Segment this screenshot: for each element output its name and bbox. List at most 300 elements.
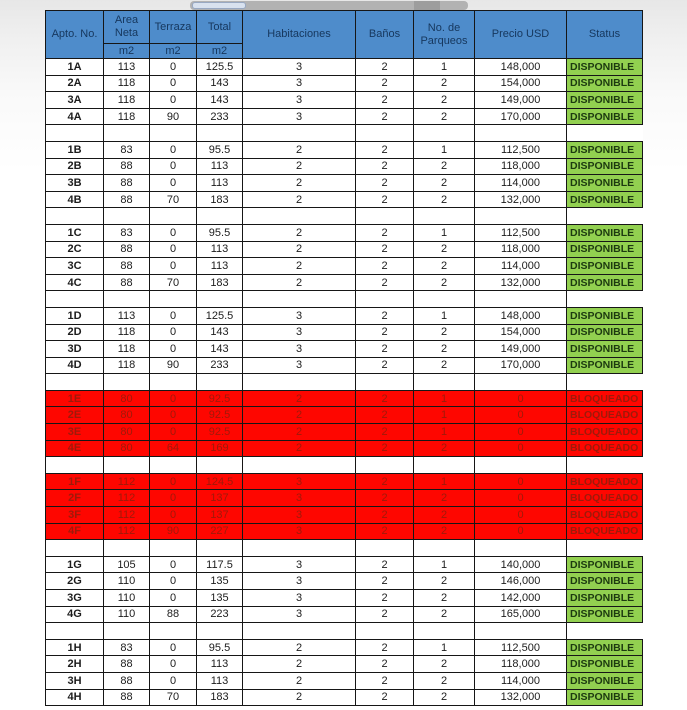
apto-cell[interactable]: 3H bbox=[46, 672, 104, 689]
total-cell[interactable]: 137 bbox=[197, 490, 243, 507]
terraza-cell[interactable]: 0 bbox=[150, 473, 197, 490]
terraza-cell[interactable]: 0 bbox=[150, 341, 197, 358]
spacer-cell[interactable] bbox=[104, 291, 150, 308]
col-header-habitaciones[interactable]: Habitaciones bbox=[243, 11, 356, 59]
total-cell[interactable]: 113 bbox=[197, 175, 243, 192]
parqueos-cell[interactable]: 2 bbox=[414, 357, 475, 374]
spacer-cell[interactable] bbox=[46, 623, 104, 640]
habitaciones-cell[interactable]: 2 bbox=[243, 224, 356, 241]
apto-cell[interactable]: 3D bbox=[46, 341, 104, 358]
spacer-cell[interactable] bbox=[197, 540, 243, 557]
parqueos-cell[interactable]: 2 bbox=[414, 689, 475, 706]
precio-cell[interactable]: 0 bbox=[475, 490, 567, 507]
area-neta-cell[interactable]: 88 bbox=[104, 689, 150, 706]
terraza-cell[interactable]: 0 bbox=[150, 490, 197, 507]
parqueos-cell[interactable]: 2 bbox=[414, 108, 475, 125]
terraza-cell[interactable]: 90 bbox=[150, 108, 197, 125]
spacer-cell[interactable] bbox=[243, 457, 356, 474]
habitaciones-cell[interactable]: 2 bbox=[243, 258, 356, 275]
spacer-cell[interactable] bbox=[104, 623, 150, 640]
parqueos-cell[interactable]: 2 bbox=[414, 573, 475, 590]
terraza-cell[interactable]: 70 bbox=[150, 689, 197, 706]
terraza-cell[interactable]: 0 bbox=[150, 224, 197, 241]
terraza-cell[interactable]: 0 bbox=[150, 141, 197, 158]
total-cell[interactable]: 95.5 bbox=[197, 224, 243, 241]
spacer-cell[interactable] bbox=[356, 291, 414, 308]
terraza-cell[interactable]: 0 bbox=[150, 424, 197, 441]
precio-cell[interactable]: 118,000 bbox=[475, 158, 567, 175]
area-neta-cell[interactable]: 112 bbox=[104, 490, 150, 507]
parqueos-cell[interactable]: 2 bbox=[414, 175, 475, 192]
status-cell[interactable]: DISPONIBLE bbox=[567, 307, 643, 324]
spacer-cell[interactable] bbox=[197, 125, 243, 142]
parqueos-cell[interactable]: 1 bbox=[414, 307, 475, 324]
terraza-cell[interactable]: 70 bbox=[150, 274, 197, 291]
habitaciones-cell[interactable]: 3 bbox=[243, 573, 356, 590]
habitaciones-cell[interactable]: 2 bbox=[243, 241, 356, 258]
spacer-cell[interactable] bbox=[356, 540, 414, 557]
parqueos-cell[interactable]: 2 bbox=[414, 606, 475, 623]
spacer-status-cell[interactable] bbox=[567, 374, 643, 391]
spacer-cell[interactable] bbox=[475, 623, 567, 640]
total-cell[interactable]: 117.5 bbox=[197, 556, 243, 573]
spacer-cell[interactable] bbox=[197, 457, 243, 474]
apto-cell[interactable]: 1D bbox=[46, 307, 104, 324]
apto-cell[interactable]: 4E bbox=[46, 440, 104, 457]
precio-cell[interactable]: 148,000 bbox=[475, 307, 567, 324]
apto-cell[interactable]: 4G bbox=[46, 606, 104, 623]
banos-cell[interactable]: 2 bbox=[356, 424, 414, 441]
parqueos-cell[interactable]: 2 bbox=[414, 75, 475, 92]
total-cell[interactable]: 113 bbox=[197, 258, 243, 275]
precio-cell[interactable]: 0 bbox=[475, 440, 567, 457]
spacer-cell[interactable] bbox=[243, 291, 356, 308]
area-neta-cell[interactable]: 112 bbox=[104, 523, 150, 540]
status-cell[interactable]: DISPONIBLE bbox=[567, 357, 643, 374]
apto-cell[interactable]: 3G bbox=[46, 590, 104, 607]
habitaciones-cell[interactable]: 3 bbox=[243, 92, 356, 109]
spacer-cell[interactable] bbox=[414, 208, 475, 225]
precio-cell[interactable]: 0 bbox=[475, 424, 567, 441]
spacer-cell[interactable] bbox=[46, 125, 104, 142]
status-cell[interactable]: DISPONIBLE bbox=[567, 175, 643, 192]
area-neta-cell[interactable]: 112 bbox=[104, 507, 150, 524]
banos-cell[interactable]: 2 bbox=[356, 507, 414, 524]
status-cell[interactable]: DISPONIBLE bbox=[567, 639, 643, 656]
terraza-cell[interactable]: 0 bbox=[150, 75, 197, 92]
area-neta-cell[interactable]: 88 bbox=[104, 191, 150, 208]
banos-cell[interactable]: 2 bbox=[356, 556, 414, 573]
terraza-cell[interactable]: 0 bbox=[150, 556, 197, 573]
precio-cell[interactable]: 0 bbox=[475, 507, 567, 524]
banos-cell[interactable]: 2 bbox=[356, 258, 414, 275]
status-cell[interactable]: DISPONIBLE bbox=[567, 108, 643, 125]
spacer-cell[interactable] bbox=[475, 374, 567, 391]
terraza-cell[interactable]: 90 bbox=[150, 523, 197, 540]
total-cell[interactable]: 95.5 bbox=[197, 639, 243, 656]
area-neta-cell[interactable]: 83 bbox=[104, 141, 150, 158]
banos-cell[interactable]: 2 bbox=[356, 440, 414, 457]
status-cell[interactable]: BLOQUEADO bbox=[567, 424, 643, 441]
spacer-status-cell[interactable] bbox=[567, 125, 643, 142]
spacer-cell[interactable] bbox=[150, 623, 197, 640]
precio-cell[interactable]: 148,000 bbox=[475, 59, 567, 76]
area-neta-cell[interactable]: 88 bbox=[104, 258, 150, 275]
spacer-cell[interactable] bbox=[104, 540, 150, 557]
parqueos-cell[interactable]: 2 bbox=[414, 92, 475, 109]
terraza-cell[interactable]: 90 bbox=[150, 357, 197, 374]
spacer-cell[interactable] bbox=[475, 125, 567, 142]
spacer-cell[interactable] bbox=[46, 457, 104, 474]
banos-cell[interactable]: 2 bbox=[356, 390, 414, 407]
area-neta-cell[interactable]: 113 bbox=[104, 59, 150, 76]
banos-cell[interactable]: 2 bbox=[356, 92, 414, 109]
terraza-cell[interactable]: 0 bbox=[150, 390, 197, 407]
habitaciones-cell[interactable]: 3 bbox=[243, 590, 356, 607]
habitaciones-cell[interactable]: 2 bbox=[243, 158, 356, 175]
area-neta-cell[interactable]: 118 bbox=[104, 357, 150, 374]
terraza-cell[interactable]: 0 bbox=[150, 639, 197, 656]
status-cell[interactable]: DISPONIBLE bbox=[567, 258, 643, 275]
col-header-area-neta[interactable]: Area Neta bbox=[104, 11, 150, 44]
banos-cell[interactable]: 2 bbox=[356, 324, 414, 341]
total-cell[interactable]: 92.5 bbox=[197, 390, 243, 407]
precio-cell[interactable]: 0 bbox=[475, 523, 567, 540]
precio-cell[interactable]: 170,000 bbox=[475, 357, 567, 374]
status-cell[interactable]: DISPONIBLE bbox=[567, 341, 643, 358]
status-cell[interactable]: DISPONIBLE bbox=[567, 573, 643, 590]
habitaciones-cell[interactable]: 2 bbox=[243, 175, 356, 192]
precio-cell[interactable]: 165,000 bbox=[475, 606, 567, 623]
spacer-cell[interactable] bbox=[414, 374, 475, 391]
apto-cell[interactable]: 3A bbox=[46, 92, 104, 109]
area-neta-cell[interactable]: 80 bbox=[104, 424, 150, 441]
parqueos-cell[interactable]: 1 bbox=[414, 639, 475, 656]
banos-cell[interactable]: 2 bbox=[356, 490, 414, 507]
total-cell[interactable]: 125.5 bbox=[197, 59, 243, 76]
total-cell[interactable]: 92.5 bbox=[197, 424, 243, 441]
status-cell[interactable]: DISPONIBLE bbox=[567, 224, 643, 241]
apto-cell[interactable]: 3B bbox=[46, 175, 104, 192]
total-cell[interactable]: 183 bbox=[197, 274, 243, 291]
apto-cell[interactable]: 3F bbox=[46, 507, 104, 524]
parqueos-cell[interactable]: 2 bbox=[414, 672, 475, 689]
parqueos-cell[interactable]: 2 bbox=[414, 440, 475, 457]
apto-cell[interactable]: 2D bbox=[46, 324, 104, 341]
apto-cell[interactable]: 2H bbox=[46, 656, 104, 673]
habitaciones-cell[interactable]: 3 bbox=[243, 357, 356, 374]
habitaciones-cell[interactable]: 3 bbox=[243, 108, 356, 125]
habitaciones-cell[interactable]: 3 bbox=[243, 75, 356, 92]
banos-cell[interactable]: 2 bbox=[356, 158, 414, 175]
precio-cell[interactable]: 112,500 bbox=[475, 224, 567, 241]
spacer-cell[interactable] bbox=[356, 457, 414, 474]
precio-cell[interactable]: 114,000 bbox=[475, 672, 567, 689]
precio-cell[interactable]: 0 bbox=[475, 407, 567, 424]
spacer-cell[interactable] bbox=[150, 540, 197, 557]
col-header-terraza[interactable]: Terraza bbox=[150, 11, 197, 44]
spacer-cell[interactable] bbox=[356, 623, 414, 640]
spacer-cell[interactable] bbox=[150, 208, 197, 225]
area-neta-cell[interactable]: 88 bbox=[104, 158, 150, 175]
habitaciones-cell[interactable]: 3 bbox=[243, 473, 356, 490]
area-neta-cell[interactable]: 80 bbox=[104, 440, 150, 457]
habitaciones-cell[interactable]: 2 bbox=[243, 440, 356, 457]
total-cell[interactable]: 227 bbox=[197, 523, 243, 540]
parqueos-cell[interactable]: 2 bbox=[414, 191, 475, 208]
status-cell[interactable]: DISPONIBLE bbox=[567, 59, 643, 76]
total-cell[interactable]: 143 bbox=[197, 324, 243, 341]
banos-cell[interactable]: 2 bbox=[356, 241, 414, 258]
status-cell[interactable]: BLOQUEADO bbox=[567, 407, 643, 424]
apto-cell[interactable]: 1F bbox=[46, 473, 104, 490]
total-cell[interactable]: 92.5 bbox=[197, 407, 243, 424]
terraza-cell[interactable]: 70 bbox=[150, 191, 197, 208]
habitaciones-cell[interactable]: 2 bbox=[243, 274, 356, 291]
terraza-cell[interactable]: 0 bbox=[150, 672, 197, 689]
parqueos-cell[interactable]: 1 bbox=[414, 59, 475, 76]
spacer-cell[interactable] bbox=[414, 457, 475, 474]
spacer-cell[interactable] bbox=[46, 374, 104, 391]
banos-cell[interactable]: 2 bbox=[356, 656, 414, 673]
terraza-cell[interactable]: 0 bbox=[150, 507, 197, 524]
banos-cell[interactable]: 2 bbox=[356, 175, 414, 192]
area-neta-cell[interactable]: 110 bbox=[104, 573, 150, 590]
area-neta-cell[interactable]: 88 bbox=[104, 241, 150, 258]
apto-cell[interactable]: 2C bbox=[46, 241, 104, 258]
area-neta-cell[interactable]: 88 bbox=[104, 175, 150, 192]
total-cell[interactable]: 135 bbox=[197, 573, 243, 590]
precio-cell[interactable]: 114,000 bbox=[475, 258, 567, 275]
status-cell[interactable]: DISPONIBLE bbox=[567, 191, 643, 208]
area-neta-cell[interactable]: 80 bbox=[104, 390, 150, 407]
banos-cell[interactable]: 2 bbox=[356, 357, 414, 374]
total-cell[interactable]: 143 bbox=[197, 75, 243, 92]
banos-cell[interactable]: 2 bbox=[356, 341, 414, 358]
area-neta-cell[interactable]: 118 bbox=[104, 92, 150, 109]
habitaciones-cell[interactable]: 2 bbox=[243, 689, 356, 706]
spacer-cell[interactable] bbox=[197, 374, 243, 391]
precio-cell[interactable]: 112,500 bbox=[475, 639, 567, 656]
parqueos-cell[interactable]: 2 bbox=[414, 274, 475, 291]
total-cell[interactable]: 125.5 bbox=[197, 307, 243, 324]
spacer-cell[interactable] bbox=[150, 291, 197, 308]
total-cell[interactable]: 113 bbox=[197, 672, 243, 689]
apto-cell[interactable]: 1E bbox=[46, 390, 104, 407]
spacer-status-cell[interactable] bbox=[567, 457, 643, 474]
apto-cell[interactable]: 2F bbox=[46, 490, 104, 507]
apto-cell[interactable]: 2A bbox=[46, 75, 104, 92]
area-neta-cell[interactable]: 112 bbox=[104, 473, 150, 490]
area-neta-cell[interactable]: 88 bbox=[104, 274, 150, 291]
spacer-cell[interactable] bbox=[104, 125, 150, 142]
total-cell[interactable]: 223 bbox=[197, 606, 243, 623]
spacer-cell[interactable] bbox=[414, 125, 475, 142]
spacer-cell[interactable] bbox=[104, 374, 150, 391]
spacer-cell[interactable] bbox=[414, 291, 475, 308]
parqueos-cell[interactable]: 2 bbox=[414, 490, 475, 507]
habitaciones-cell[interactable]: 2 bbox=[243, 672, 356, 689]
spacer-cell[interactable] bbox=[356, 208, 414, 225]
area-neta-cell[interactable]: 118 bbox=[104, 75, 150, 92]
status-cell[interactable]: BLOQUEADO bbox=[567, 440, 643, 457]
spacer-status-cell[interactable] bbox=[567, 208, 643, 225]
spacer-cell[interactable] bbox=[243, 540, 356, 557]
apto-cell[interactable]: 1B bbox=[46, 141, 104, 158]
status-cell[interactable]: DISPONIBLE bbox=[567, 556, 643, 573]
status-cell[interactable]: DISPONIBLE bbox=[567, 590, 643, 607]
precio-cell[interactable]: 112,500 bbox=[475, 141, 567, 158]
parqueos-cell[interactable]: 2 bbox=[414, 523, 475, 540]
spacer-cell[interactable] bbox=[150, 374, 197, 391]
spacer-cell[interactable] bbox=[104, 457, 150, 474]
spacer-cell[interactable] bbox=[475, 540, 567, 557]
precio-cell[interactable]: 142,000 bbox=[475, 590, 567, 607]
spacer-cell[interactable] bbox=[197, 291, 243, 308]
terraza-cell[interactable]: 0 bbox=[150, 656, 197, 673]
banos-cell[interactable]: 2 bbox=[356, 639, 414, 656]
parqueos-cell[interactable]: 2 bbox=[414, 507, 475, 524]
terraza-cell[interactable]: 0 bbox=[150, 92, 197, 109]
status-cell[interactable]: BLOQUEADO bbox=[567, 473, 643, 490]
total-cell[interactable]: 143 bbox=[197, 92, 243, 109]
apto-cell[interactable]: 1C bbox=[46, 224, 104, 241]
banos-cell[interactable]: 2 bbox=[356, 523, 414, 540]
status-cell[interactable]: BLOQUEADO bbox=[567, 390, 643, 407]
apto-cell[interactable]: 4A bbox=[46, 108, 104, 125]
status-cell[interactable]: BLOQUEADO bbox=[567, 490, 643, 507]
terraza-cell[interactable]: 0 bbox=[150, 324, 197, 341]
spacer-cell[interactable] bbox=[243, 623, 356, 640]
status-cell[interactable]: DISPONIBLE bbox=[567, 141, 643, 158]
status-cell[interactable]: DISPONIBLE bbox=[567, 241, 643, 258]
area-neta-cell[interactable]: 110 bbox=[104, 590, 150, 607]
total-cell[interactable]: 113 bbox=[197, 241, 243, 258]
precio-cell[interactable]: 0 bbox=[475, 390, 567, 407]
col-header-parqueos[interactable]: No. de Parqueos bbox=[414, 11, 475, 59]
spacer-cell[interactable] bbox=[356, 374, 414, 391]
status-cell[interactable]: DISPONIBLE bbox=[567, 672, 643, 689]
area-neta-cell[interactable]: 118 bbox=[104, 108, 150, 125]
spacer-cell[interactable] bbox=[356, 125, 414, 142]
terraza-cell[interactable]: 88 bbox=[150, 606, 197, 623]
banos-cell[interactable]: 2 bbox=[356, 473, 414, 490]
banos-cell[interactable]: 2 bbox=[356, 274, 414, 291]
banos-cell[interactable]: 2 bbox=[356, 224, 414, 241]
apto-cell[interactable]: 1H bbox=[46, 639, 104, 656]
terraza-cell[interactable]: 64 bbox=[150, 440, 197, 457]
total-cell[interactable]: 143 bbox=[197, 341, 243, 358]
area-neta-cell[interactable]: 83 bbox=[104, 639, 150, 656]
parqueos-cell[interactable]: 2 bbox=[414, 241, 475, 258]
apto-cell[interactable]: 2B bbox=[46, 158, 104, 175]
col-header-total[interactable]: Total bbox=[197, 11, 243, 44]
habitaciones-cell[interactable]: 3 bbox=[243, 324, 356, 341]
banos-cell[interactable]: 2 bbox=[356, 141, 414, 158]
total-cell[interactable]: 124.5 bbox=[197, 473, 243, 490]
total-cell[interactable]: 183 bbox=[197, 191, 243, 208]
banos-cell[interactable]: 2 bbox=[356, 191, 414, 208]
habitaciones-cell[interactable]: 2 bbox=[243, 191, 356, 208]
total-cell[interactable]: 169 bbox=[197, 440, 243, 457]
spacer-cell[interactable] bbox=[46, 208, 104, 225]
total-cell[interactable]: 95.5 bbox=[197, 141, 243, 158]
spacer-cell[interactable] bbox=[150, 457, 197, 474]
parqueos-cell[interactable]: 1 bbox=[414, 141, 475, 158]
terraza-cell[interactable]: 0 bbox=[150, 59, 197, 76]
terraza-cell[interactable]: 0 bbox=[150, 573, 197, 590]
habitaciones-cell[interactable]: 3 bbox=[243, 606, 356, 623]
total-cell[interactable]: 233 bbox=[197, 357, 243, 374]
parqueos-cell[interactable]: 1 bbox=[414, 556, 475, 573]
col-header-apto[interactable]: Apto. No. bbox=[46, 11, 104, 59]
apto-cell[interactable]: 4C bbox=[46, 274, 104, 291]
area-neta-cell[interactable]: 118 bbox=[104, 341, 150, 358]
status-cell[interactable]: DISPONIBLE bbox=[567, 92, 643, 109]
apto-cell[interactable]: 4B bbox=[46, 191, 104, 208]
spacer-cell[interactable] bbox=[197, 208, 243, 225]
area-neta-cell[interactable]: 113 bbox=[104, 307, 150, 324]
precio-cell[interactable]: 118,000 bbox=[475, 241, 567, 258]
precio-cell[interactable]: 154,000 bbox=[475, 324, 567, 341]
terraza-cell[interactable]: 0 bbox=[150, 175, 197, 192]
habitaciones-cell[interactable]: 3 bbox=[243, 307, 356, 324]
status-cell[interactable]: DISPONIBLE bbox=[567, 606, 643, 623]
spacer-status-cell[interactable] bbox=[567, 540, 643, 557]
habitaciones-cell[interactable]: 3 bbox=[243, 556, 356, 573]
habitaciones-cell[interactable]: 3 bbox=[243, 490, 356, 507]
total-cell[interactable]: 113 bbox=[197, 656, 243, 673]
precio-cell[interactable]: 154,000 bbox=[475, 75, 567, 92]
total-cell[interactable]: 137 bbox=[197, 507, 243, 524]
precio-cell[interactable]: 0 bbox=[475, 473, 567, 490]
terraza-cell[interactable]: 0 bbox=[150, 241, 197, 258]
area-neta-cell[interactable]: 118 bbox=[104, 324, 150, 341]
total-cell[interactable]: 233 bbox=[197, 108, 243, 125]
apto-cell[interactable]: 4F bbox=[46, 523, 104, 540]
spacer-cell[interactable] bbox=[475, 291, 567, 308]
parqueos-cell[interactable]: 1 bbox=[414, 424, 475, 441]
parqueos-cell[interactable]: 1 bbox=[414, 473, 475, 490]
terraza-cell[interactable]: 0 bbox=[150, 590, 197, 607]
precio-cell[interactable]: 149,000 bbox=[475, 92, 567, 109]
habitaciones-cell[interactable]: 3 bbox=[243, 523, 356, 540]
banos-cell[interactable]: 2 bbox=[356, 672, 414, 689]
apto-cell[interactable]: 1G bbox=[46, 556, 104, 573]
apto-cell[interactable]: 4H bbox=[46, 689, 104, 706]
horizontal-scrollbar[interactable] bbox=[190, 1, 468, 10]
precio-cell[interactable]: 170,000 bbox=[475, 108, 567, 125]
col-header-precio[interactable]: Precio USD bbox=[475, 11, 567, 59]
area-neta-cell[interactable]: 80 bbox=[104, 407, 150, 424]
spacer-status-cell[interactable] bbox=[567, 291, 643, 308]
habitaciones-cell[interactable]: 2 bbox=[243, 656, 356, 673]
habitaciones-cell[interactable]: 2 bbox=[243, 390, 356, 407]
status-cell[interactable]: DISPONIBLE bbox=[567, 274, 643, 291]
unit-header-area-neta[interactable]: m2 bbox=[104, 44, 150, 59]
area-neta-cell[interactable]: 88 bbox=[104, 656, 150, 673]
status-cell[interactable]: DISPONIBLE bbox=[567, 158, 643, 175]
apto-cell[interactable]: 2G bbox=[46, 573, 104, 590]
col-header-status[interactable]: Status bbox=[567, 11, 643, 59]
parqueos-cell[interactable]: 1 bbox=[414, 407, 475, 424]
total-cell[interactable]: 113 bbox=[197, 158, 243, 175]
area-neta-cell[interactable]: 88 bbox=[104, 672, 150, 689]
apto-cell[interactable]: 4D bbox=[46, 357, 104, 374]
spacer-cell[interactable] bbox=[475, 208, 567, 225]
habitaciones-cell[interactable]: 3 bbox=[243, 341, 356, 358]
terraza-cell[interactable]: 0 bbox=[150, 258, 197, 275]
